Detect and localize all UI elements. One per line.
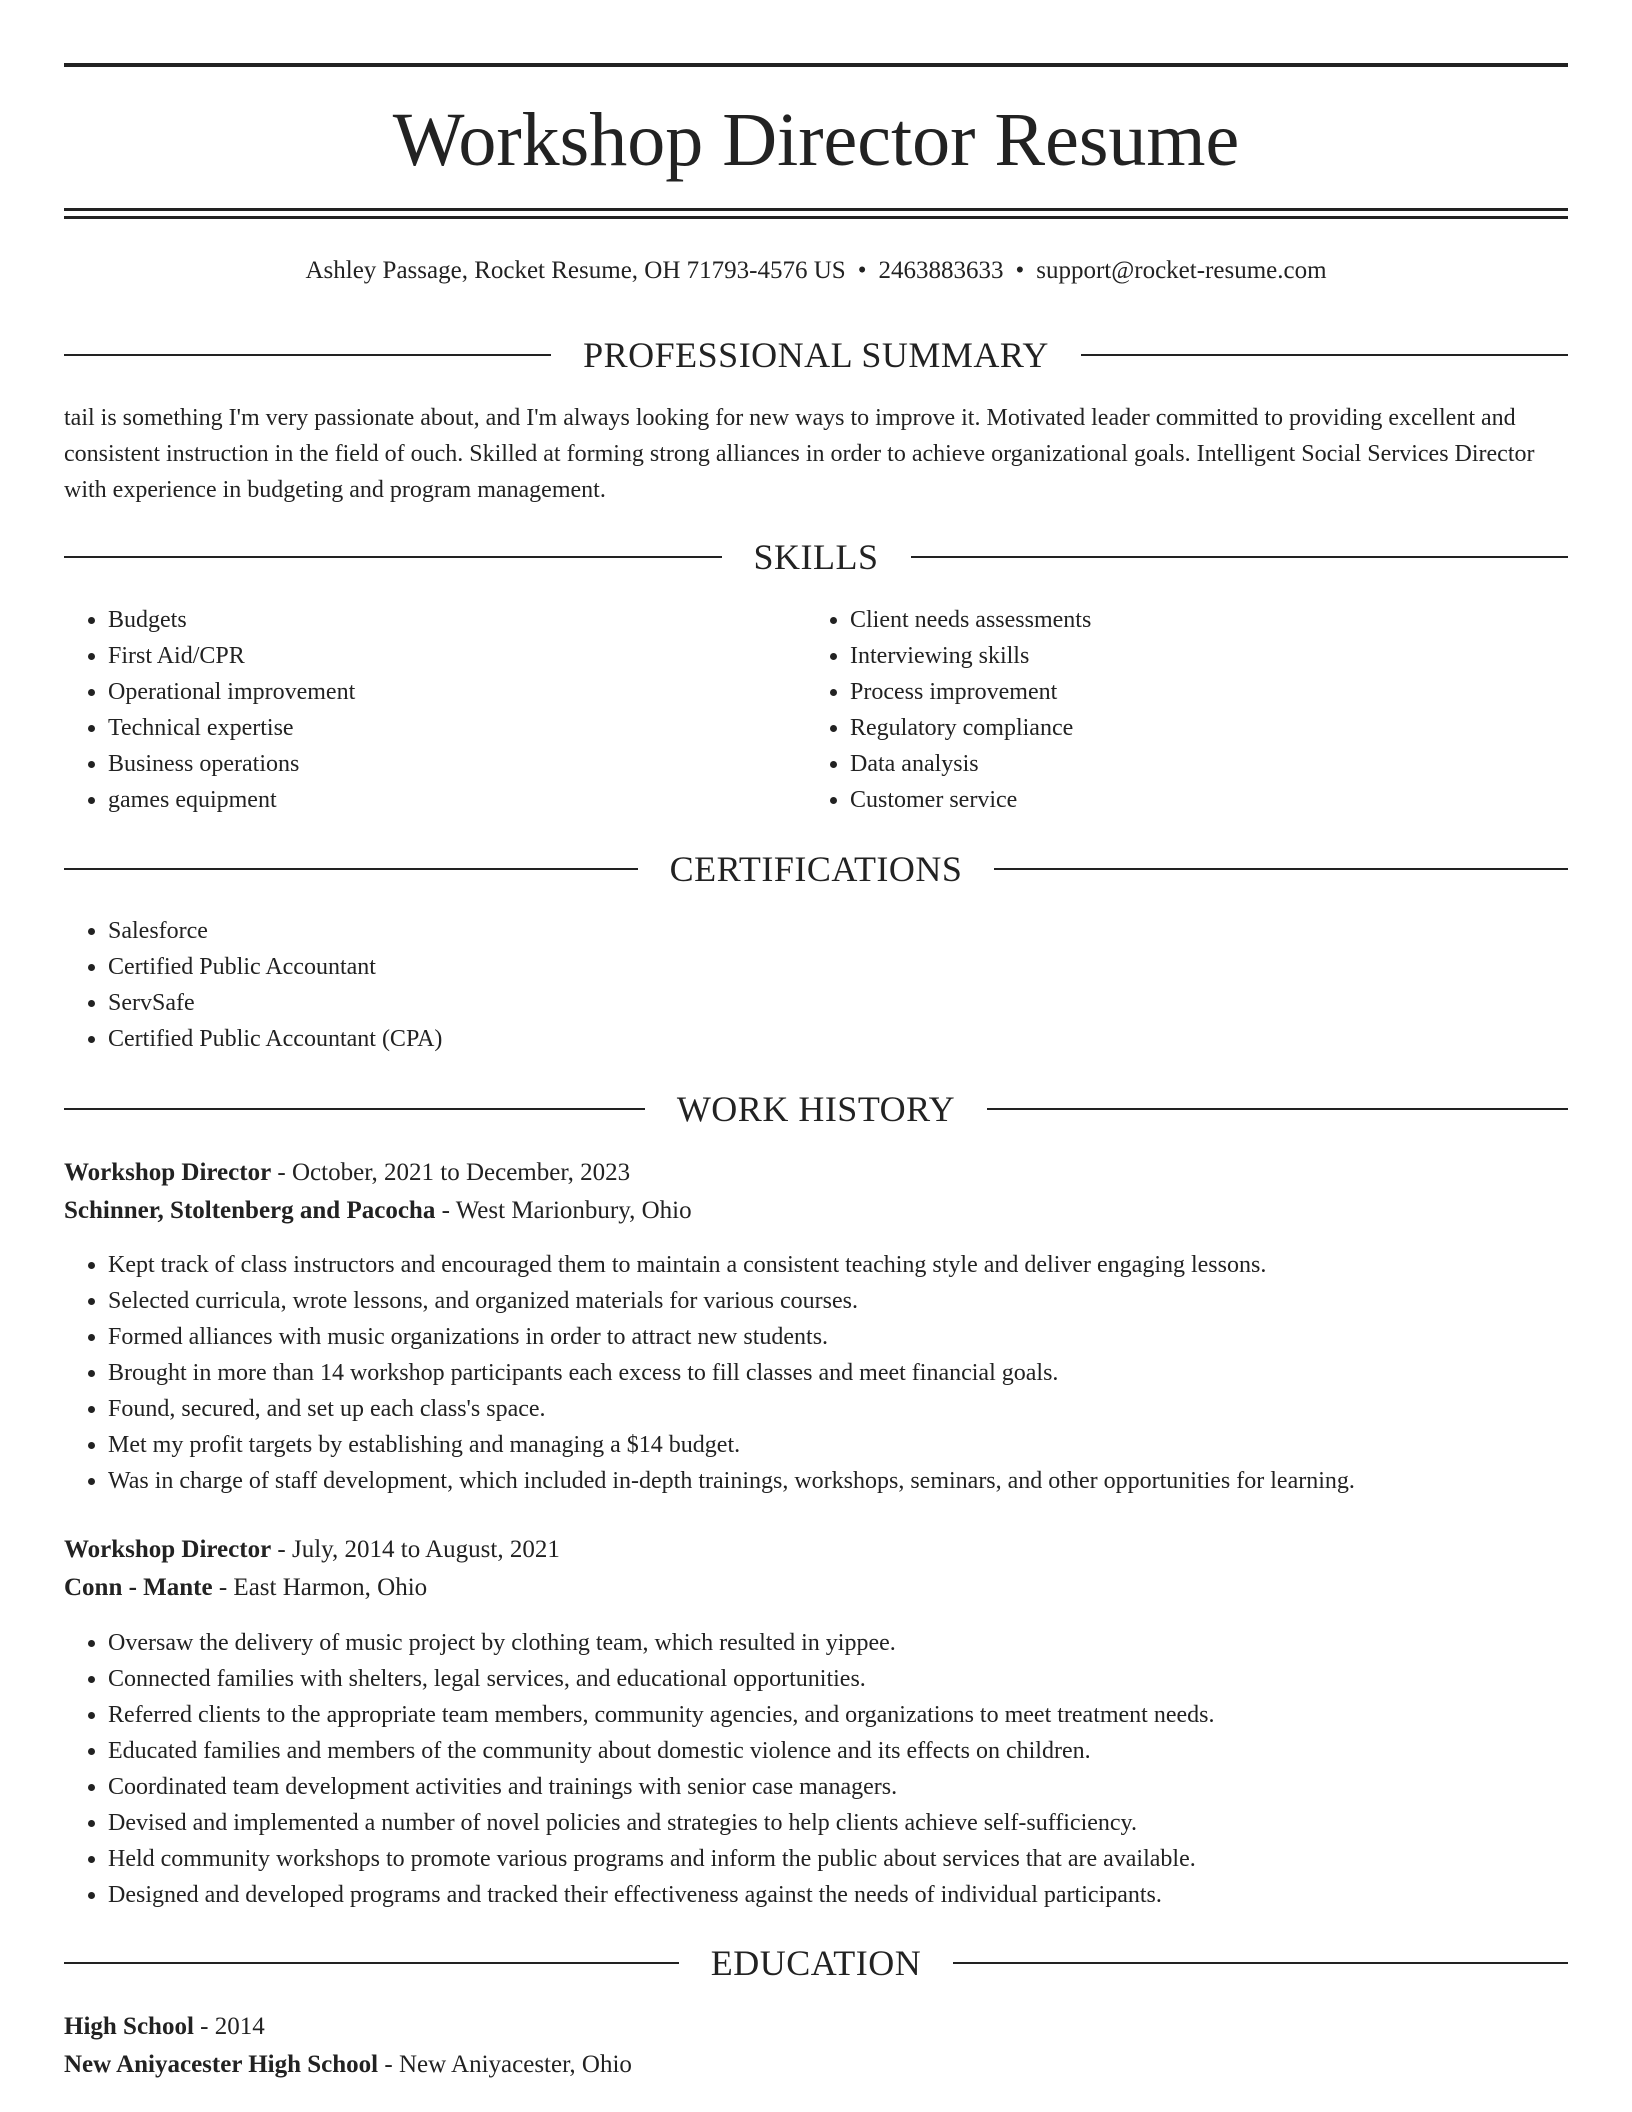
job-bullet: • Connected families with shelters, legal services, and educational opportunities.	[108, 1661, 1568, 1697]
heading-rule-left	[64, 556, 722, 558]
skill-item: • Data analysis	[850, 746, 1548, 782]
skills-list	[64, 602, 1568, 818]
job-company-line	[64, 1569, 1568, 1607]
heading-rule-left	[64, 1108, 645, 1110]
education-location: - New Aniyacester, Ohio	[378, 2051, 632, 2078]
heading-rule-right	[953, 1962, 1568, 1964]
job-company: Conn - Mante	[64, 1574, 213, 1601]
skills-heading	[64, 535, 1568, 579]
job-bullet: • Held community workshops to promote various programs and inform the public about services that are available.	[108, 1841, 1568, 1877]
job-bullet: • Coordinated team development activities and trainings with senior case managers.	[108, 1769, 1568, 1805]
job-1-bullets	[64, 1247, 1568, 1499]
skill-item: • Regulatory compliance	[850, 710, 1548, 746]
job-location: - West Marionbury, Ohio	[435, 1197, 692, 1224]
resume-title: Workshop Director Resume	[392, 98, 1240, 182]
job-bullet: • Kept track of class instructors and encouraged them to maintain a consistent teaching style and deliver engaging lessons.	[108, 1247, 1568, 1283]
job-2-bullets	[64, 1625, 1568, 1913]
job-dates: - July, 2014 to August, 2021	[271, 1536, 560, 1563]
contact-separator: •	[1015, 257, 1025, 284]
skills-column-left	[64, 602, 806, 818]
certifications-heading	[64, 847, 1568, 891]
work-history-heading	[64, 1087, 1568, 1131]
heading-rule-left	[64, 1962, 679, 1964]
skill-item: • Process improvement	[850, 674, 1548, 710]
job-title: Workshop Director	[64, 1536, 272, 1563]
job-bullet: • Formed alliances with music organizations in order to attract new students.	[108, 1319, 1568, 1355]
heading-rule-right	[994, 868, 1568, 870]
job-bullet: • Was in charge of staff development, which included in-depth trainings, workshops, seminars, and other opportunities for learning.	[108, 1463, 1568, 1499]
summary-title: PROFESSIONAL SUMMARY	[583, 335, 1049, 375]
title-rule-upper	[64, 208, 1568, 211]
skill-item: • Operational improvement	[108, 674, 806, 710]
heading-rule-left	[64, 868, 638, 870]
job-bullet: • Found, secured, and set up each class's space.	[108, 1391, 1568, 1427]
certifications-list	[64, 913, 1568, 1057]
contact-address: Ashley Passage, Rocket Resume, OH 71793-4576 US	[305, 257, 846, 284]
skill-item: • Customer service	[850, 782, 1548, 818]
education-degree-line	[64, 2008, 1568, 2046]
job-bullet: • Educated families and members of the community about domestic violence and its effects on children.	[108, 1733, 1568, 1769]
skill-item: • Client needs assessments	[850, 602, 1548, 638]
job-dates: - October, 2021 to December, 2023	[271, 1159, 631, 1186]
skill-item: • Technical expertise	[108, 710, 806, 746]
top-rule	[64, 63, 1568, 67]
job-bullet: • Selected curricula, wrote lessons, and organized materials for various courses.	[108, 1283, 1568, 1319]
job-title-line	[64, 1154, 1568, 1192]
contact-line	[64, 254, 1568, 288]
job-bullet: • Devised and implemented a number of novel policies and strategies to help clients achieve self-sufficiency.	[108, 1805, 1568, 1841]
education-title: EDUCATION	[710, 1943, 922, 1983]
education-entry	[64, 2008, 1568, 2084]
skills-title: SKILLS	[753, 537, 879, 577]
job-company-line	[64, 1192, 1568, 1230]
job-bullet: • Met my profit targets by establishing and managing a $14 budget.	[108, 1427, 1568, 1463]
summary-heading	[64, 333, 1568, 377]
job-bullet: • Referred clients to the appropriate team members, community agencies, and organizations to meet treatment needs.	[108, 1697, 1568, 1733]
education-year: - 2014	[193, 2013, 265, 2040]
skill-item: • Interviewing skills	[850, 638, 1548, 674]
job-entry-1	[64, 1154, 1568, 1230]
heading-rule-right	[1081, 354, 1568, 356]
contact-separator: •	[857, 257, 867, 284]
certification-item: • Salesforce	[108, 913, 1568, 949]
job-bullet: • Brought in more than 14 workshop participants each excess to fill classes and meet financial goals.	[108, 1355, 1568, 1391]
job-location: - East Harmon, Ohio	[212, 1574, 428, 1601]
job-entry-2	[64, 1531, 1568, 1607]
work-history-title: WORK HISTORY	[676, 1089, 956, 1129]
summary-text: tail is something I'm very passionate about, and I'm always looking for new ways to improve it. Motivated leader committed to providing excellent and consistent instruction in the field of ouch. Skilled at forming strong alliances in order to achieve organizational goals. Intelligent Social Services Director with experience in budgeting and program management.	[64, 405, 1535, 503]
title-rule-lower	[64, 216, 1568, 219]
education-school-line	[64, 2046, 1568, 2084]
heading-rule-right	[911, 556, 1569, 558]
skill-item: • Business operations	[108, 746, 806, 782]
heading-rule-right	[987, 1108, 1568, 1110]
contact-phone: 2463883633	[878, 257, 1004, 284]
certification-item: • Certified Public Accountant	[108, 949, 1568, 985]
job-bullet: • Designed and developed programs and tracked their effectiveness against the needs of individual participants.	[108, 1877, 1568, 1913]
contact-email: support@rocket-resume.com	[1036, 257, 1327, 284]
job-company: Schinner, Stoltenberg and Pacocha	[64, 1197, 436, 1224]
job-title-line	[64, 1531, 1568, 1569]
heading-rule-left	[64, 354, 551, 356]
job-title: Workshop Director	[64, 1159, 272, 1186]
education-degree: High School	[64, 2013, 194, 2040]
certification-item: • Certified Public Accountant (CPA)	[108, 1021, 1568, 1057]
skill-item: • Budgets	[108, 602, 806, 638]
skill-item: • games equipment	[108, 782, 806, 818]
education-school: New Aniyacester High School	[64, 2051, 379, 2078]
education-heading	[64, 1941, 1568, 1985]
certification-item: • ServSafe	[108, 985, 1568, 1021]
job-bullet: • Oversaw the delivery of music project by clothing team, which resulted in yippee.	[108, 1625, 1568, 1661]
certifications-title: CERTIFICATIONS	[669, 849, 963, 889]
skills-column-right	[806, 602, 1548, 818]
skill-item: • First Aid/CPR	[108, 638, 806, 674]
